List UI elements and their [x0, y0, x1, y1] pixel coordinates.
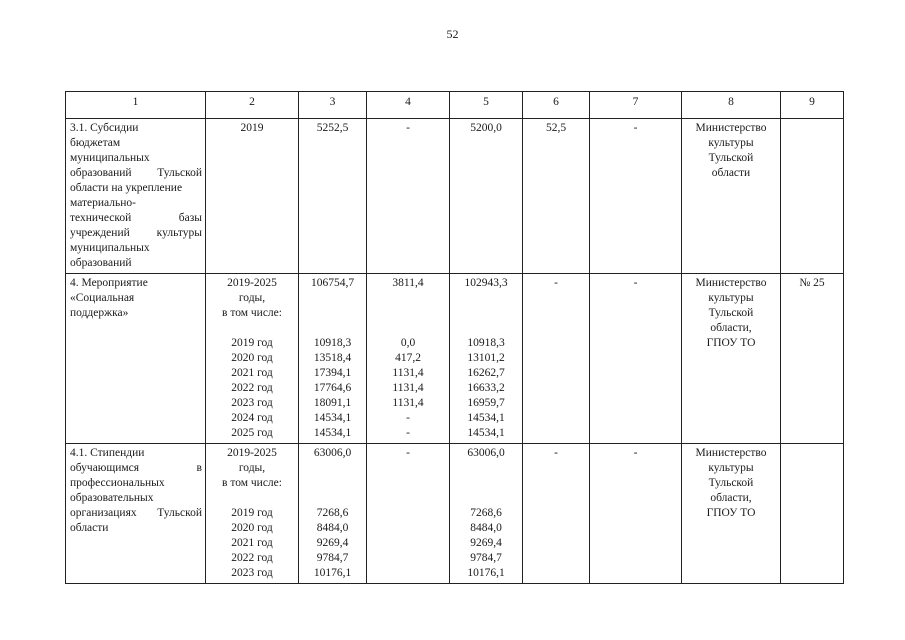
total-value: 3811,4: [392, 277, 424, 289]
value: 9784,7: [470, 552, 502, 564]
col-header: 6: [523, 92, 590, 119]
value: -: [554, 447, 558, 459]
indicator-cell: [781, 444, 844, 584]
col-header: 7: [590, 92, 682, 119]
desc-line: 4. Мероприятие: [70, 277, 148, 289]
responsible-line: ГПОУ ТО: [706, 507, 756, 519]
year-label: 2022 год: [231, 552, 273, 564]
responsible-line: Тульской: [708, 152, 754, 164]
period-cell: [206, 119, 299, 274]
value: -: [406, 427, 410, 439]
year-label: 2021 год: [231, 367, 273, 379]
value: -: [633, 122, 638, 134]
year-label: 2023 год: [231, 397, 273, 409]
col-header: 2: [206, 92, 299, 119]
desc-line: 4.1. Стипендии: [70, 447, 145, 459]
total-value: 63006,0: [313, 447, 352, 459]
value: 5252,5: [316, 122, 349, 134]
total-cell: [299, 119, 367, 274]
col-header: 1: [66, 92, 206, 119]
value: 13101,2: [467, 352, 505, 364]
value: 13518,4: [313, 352, 352, 364]
value: 7268,6: [316, 507, 349, 519]
value: 14534,1: [467, 427, 505, 439]
desc-line: образовательных: [70, 492, 154, 504]
period-value: 2019-2025: [227, 447, 277, 459]
table-row: [66, 444, 844, 584]
value: 8484,0: [470, 522, 502, 534]
period-value: в том числе:: [222, 307, 282, 319]
local-cell: [523, 274, 590, 444]
header-row: [66, 92, 844, 119]
value: -: [406, 412, 410, 424]
regional-cell: [450, 274, 523, 444]
desc-line: 3.1. Субсидии: [70, 122, 139, 134]
total-value: 106754,7: [310, 277, 355, 289]
other-cell: [590, 119, 682, 274]
value: 7268,6: [470, 507, 502, 519]
value: 17764,6: [313, 382, 352, 394]
other-cell: [590, 274, 682, 444]
responsible-line: области,: [710, 322, 752, 334]
responsible-line: Министерство: [695, 277, 767, 289]
local-cell: [523, 119, 590, 274]
value: 10918,3: [313, 337, 352, 349]
period-value: 2019: [240, 122, 264, 134]
period-value: 2019-2025: [227, 277, 277, 289]
budget-table: [65, 91, 844, 584]
row-description: [66, 444, 206, 584]
page-number: 52: [446, 27, 459, 41]
responsible-line: культуры: [708, 137, 754, 149]
value: 14534,1: [467, 412, 505, 424]
value: 52,5: [545, 122, 567, 134]
year-label: 2019 год: [231, 507, 273, 519]
col-header: 8: [682, 92, 781, 119]
desc-line: материально-: [70, 197, 136, 209]
value: 0,0: [400, 337, 416, 349]
responsible-line: ГПОУ ТО: [706, 337, 756, 349]
row-description: [66, 119, 206, 274]
total-cell: [299, 274, 367, 444]
desc-line: бюджетам: [70, 137, 121, 149]
period-cell: [206, 444, 299, 584]
value: 1131,4: [392, 382, 424, 394]
indicator-value: № 25: [799, 277, 825, 289]
desc-line: поддержка»: [70, 307, 129, 319]
value: -: [554, 277, 558, 289]
year-label: 2020 год: [231, 352, 273, 364]
period-value: годы,: [238, 462, 266, 474]
desc-line: организациях Тульской: [70, 507, 202, 519]
desc-line: учреждений культуры: [70, 227, 202, 239]
responsible-cell: [682, 444, 781, 584]
desc-line: «Социальная: [70, 292, 135, 304]
value: 10176,1: [467, 567, 505, 579]
value: 1131,4: [392, 367, 424, 379]
col-header: 5: [450, 92, 523, 119]
value: 16633,2: [467, 382, 505, 394]
value: 9269,4: [316, 537, 349, 549]
responsible-cell: [682, 274, 781, 444]
federal-cell: [367, 444, 450, 584]
total-value: 63006,0: [467, 447, 505, 459]
period-value: годы,: [238, 292, 266, 304]
responsible-line: Тульской: [708, 307, 754, 319]
desc-line: области: [70, 522, 109, 534]
table-row: [66, 119, 844, 274]
responsible-line: культуры: [708, 292, 754, 304]
period-value: в том числе:: [222, 477, 282, 489]
year-label: 2021 год: [231, 537, 273, 549]
year-label: 2022 год: [231, 382, 273, 394]
federal-cell: [367, 119, 450, 274]
value: 9784,7: [316, 552, 349, 564]
year-label: 2020 год: [231, 522, 273, 534]
value: 14534,1: [313, 412, 352, 424]
value: 16262,7: [467, 367, 505, 379]
value: 14534,1: [313, 427, 352, 439]
desc-line: профессиональных: [70, 477, 165, 489]
period-cell: [206, 274, 299, 444]
year-label: 2019 год: [231, 337, 273, 349]
regional-cell: [450, 119, 523, 274]
responsible-line: области: [711, 167, 751, 179]
value: -: [633, 277, 638, 289]
indicator-cell: [781, 119, 844, 274]
desc-line: обучающимся в: [70, 462, 202, 474]
regional-cell: [450, 444, 523, 584]
total-value: 102943,3: [464, 277, 508, 289]
federal-cell: [367, 274, 450, 444]
year-label: 2024 год: [231, 412, 273, 424]
year-label: 2025 год: [231, 427, 273, 439]
desc-line: муниципальных: [70, 152, 150, 164]
total-value: -: [406, 447, 410, 459]
col-header: 3: [299, 92, 367, 119]
row-description: [66, 274, 206, 444]
table-row: [66, 274, 844, 444]
total-cell: [299, 444, 367, 584]
value: 9269,4: [470, 537, 502, 549]
value: 16959,7: [467, 397, 505, 409]
responsible-line: области,: [710, 492, 752, 504]
value: 1131,4: [392, 397, 424, 409]
value: 17394,1: [313, 367, 352, 379]
col-header: 9: [781, 92, 844, 119]
value: -: [633, 447, 638, 459]
local-cell: [523, 444, 590, 584]
value: 5200,0: [470, 122, 502, 134]
value: 417,2: [395, 352, 421, 364]
desc-line: образований: [70, 257, 132, 269]
value: 10176,1: [313, 567, 352, 579]
col-header: 4: [367, 92, 450, 119]
year-label: 2023 год: [231, 567, 273, 579]
other-cell: [590, 444, 682, 584]
desc-line: муниципальных: [70, 242, 150, 254]
value: -: [406, 122, 410, 134]
responsible-line: Министерство: [695, 122, 767, 134]
responsible-line: Министерство: [695, 447, 767, 459]
value: 8484,0: [316, 522, 349, 534]
responsible-line: культуры: [708, 462, 754, 474]
desc-line: образований Тульской: [70, 167, 202, 179]
indicator-cell: [781, 274, 844, 444]
value: 18091,1: [313, 397, 352, 409]
responsible-cell: [682, 119, 781, 274]
responsible-line: Тульской: [708, 477, 754, 489]
desc-line: технической базы: [70, 212, 202, 224]
value: 10918,3: [467, 337, 505, 349]
desc-line: области на укрепление: [70, 182, 183, 194]
